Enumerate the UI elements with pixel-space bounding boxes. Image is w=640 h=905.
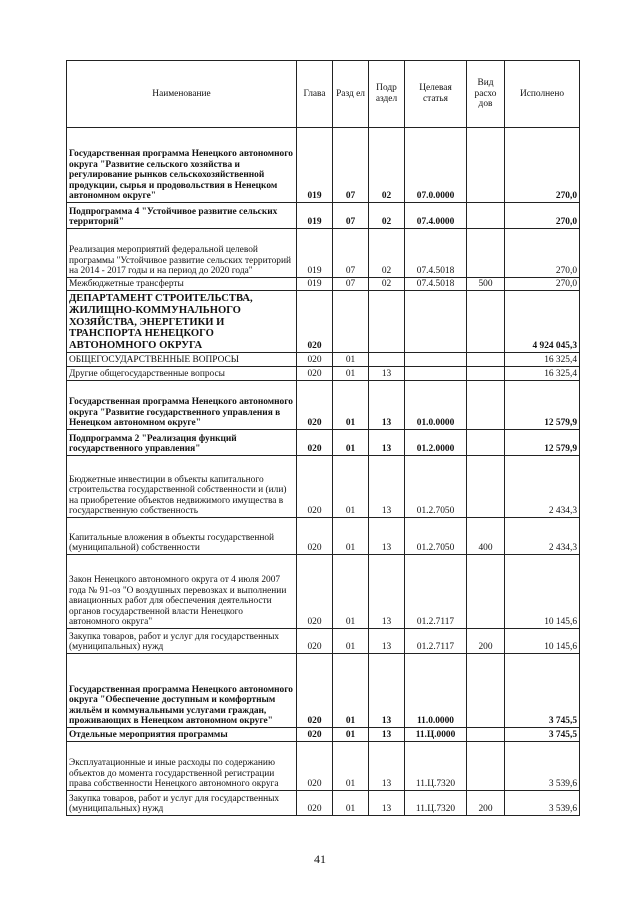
row-target: 07.0.0000 bbox=[405, 128, 467, 203]
row-vid bbox=[467, 728, 505, 742]
row-vid bbox=[467, 128, 505, 203]
row-razdel: 01 bbox=[333, 518, 369, 555]
row-glava: 020 bbox=[297, 629, 333, 654]
table-row bbox=[67, 791, 580, 816]
table-row bbox=[67, 456, 580, 518]
row-target: 07.4.5018 bbox=[405, 278, 467, 291]
row-glava: 020 bbox=[297, 518, 333, 555]
page-number: 41 bbox=[314, 852, 326, 866]
row-vid bbox=[467, 291, 505, 353]
row-target bbox=[405, 353, 467, 367]
row-podrazdel: 13 bbox=[369, 518, 405, 555]
row-vid: 400 bbox=[467, 518, 505, 555]
row-podrazdel: 02 bbox=[369, 203, 405, 229]
header-vid: Вид расхо дов bbox=[467, 61, 505, 128]
header-razdel: Разд ел bbox=[333, 61, 369, 128]
row-razdel: 01 bbox=[333, 728, 369, 742]
row-vid: 200 bbox=[467, 791, 505, 816]
table-row bbox=[67, 629, 580, 654]
row-razdel: 07 bbox=[333, 229, 369, 278]
row-amount: 3 539,6 bbox=[505, 791, 580, 816]
row-amount: 270,0 bbox=[505, 203, 580, 229]
row-name: Эксплуатационные и иные расходы по содержанию объектов до момента государственной регистрации права собственности Ненецкого автономного округа bbox=[67, 742, 297, 791]
row-amount: 270,0 bbox=[505, 278, 580, 291]
row-amount: 10 145,6 bbox=[505, 629, 580, 654]
row-amount: 3 745,5 bbox=[505, 654, 580, 728]
row-glava: 020 bbox=[297, 367, 333, 381]
row-vid: 200 bbox=[467, 629, 505, 654]
row-podrazdel bbox=[369, 353, 405, 367]
row-target bbox=[405, 367, 467, 381]
row-amount: 12 579,9 bbox=[505, 430, 580, 456]
header-done: Исполнено bbox=[505, 61, 580, 128]
table-row bbox=[67, 128, 580, 203]
row-glava: 020 bbox=[297, 456, 333, 518]
row-target: 07.4.0000 bbox=[405, 203, 467, 229]
row-podrazdel: 13 bbox=[369, 555, 405, 629]
row-glava: 020 bbox=[297, 728, 333, 742]
row-name: Капитальные вложения в объекты государственной (муниципальной) собственности bbox=[67, 518, 297, 555]
row-razdel: 07 bbox=[333, 278, 369, 291]
row-vid bbox=[467, 203, 505, 229]
header-glava: Глава bbox=[297, 61, 333, 128]
row-target: 01.2.7117 bbox=[405, 629, 467, 654]
row-podrazdel bbox=[369, 291, 405, 353]
table-row bbox=[67, 203, 580, 229]
row-name: Государственная программа Ненецкого автономного округа "Развитие сельского хозяйства и регулирование рынков сельскохозяйственной продукции, сырья и продовольствия в Ненецком автономном округе" bbox=[67, 128, 297, 203]
row-target: 01.2.7050 bbox=[405, 456, 467, 518]
row-target: 01.0.0000 bbox=[405, 381, 467, 430]
table-row bbox=[67, 381, 580, 430]
row-glava: 019 bbox=[297, 203, 333, 229]
row-glava: 020 bbox=[297, 291, 333, 353]
row-name: Закупка товаров, работ и услуг для государственных (муниципальных) нужд bbox=[67, 629, 297, 654]
row-glava: 020 bbox=[297, 742, 333, 791]
row-podrazdel: 13 bbox=[369, 430, 405, 456]
row-razdel: 01 bbox=[333, 555, 369, 629]
row-glava: 020 bbox=[297, 430, 333, 456]
table-row bbox=[67, 555, 580, 629]
row-vid bbox=[467, 353, 505, 367]
row-target: 01.2.7050 bbox=[405, 518, 467, 555]
row-glava: 019 bbox=[297, 128, 333, 203]
row-amount: 3 539,6 bbox=[505, 742, 580, 791]
row-razdel: 01 bbox=[333, 791, 369, 816]
row-amount: 270,0 bbox=[505, 229, 580, 278]
row-razdel: 01 bbox=[333, 381, 369, 430]
table-row bbox=[67, 229, 580, 278]
row-name: Межбюджетные трансферты bbox=[67, 278, 297, 291]
row-target: 11.Ц.7320 bbox=[405, 742, 467, 791]
table-row bbox=[67, 518, 580, 555]
row-vid: 500 bbox=[467, 278, 505, 291]
header-podrazdel: Подр аздел bbox=[369, 61, 405, 128]
row-podrazdel: 13 bbox=[369, 654, 405, 728]
row-amount: 12 579,9 bbox=[505, 381, 580, 430]
row-glava: 019 bbox=[297, 278, 333, 291]
table-row bbox=[67, 728, 580, 742]
row-name: Закупка товаров, работ и услуг для государственных (муниципальных) нужд bbox=[67, 791, 297, 816]
row-razdel: 01 bbox=[333, 654, 369, 728]
row-name: Подпрограмма 2 "Реализация функций государственного управления" bbox=[67, 430, 297, 456]
row-podrazdel: 13 bbox=[369, 742, 405, 791]
row-razdel: 01 bbox=[333, 353, 369, 367]
row-vid bbox=[467, 456, 505, 518]
row-podrazdel: 13 bbox=[369, 728, 405, 742]
row-razdel: 01 bbox=[333, 629, 369, 654]
row-glava: 019 bbox=[297, 229, 333, 278]
row-podrazdel: 13 bbox=[369, 791, 405, 816]
row-podrazdel: 02 bbox=[369, 278, 405, 291]
row-name: Бюджетные инвестиции в объекты капитального строительства государственной собственности и (или) на приобретение объектов недвижимого имущества в государственную собственность bbox=[67, 456, 297, 518]
table-row bbox=[67, 291, 580, 353]
row-name: ОБЩЕГОСУДАРСТВЕННЫЕ ВОПРОСЫ bbox=[67, 353, 297, 367]
row-razdel: 07 bbox=[333, 203, 369, 229]
row-vid bbox=[467, 430, 505, 456]
row-podrazdel: 02 bbox=[369, 128, 405, 203]
row-razdel: 01 bbox=[333, 456, 369, 518]
table-row bbox=[67, 353, 580, 367]
row-target: 11.Ц.7320 bbox=[405, 791, 467, 816]
row-name: ДЕПАРТАМЕНТ СТРОИТЕЛЬСТВА, ЖИЛИЩНО-КОММУНАЛЬНОГО ХОЗЯЙСТВА, ЭНЕРГЕТИКИ И ТРАНСПОРТА НЕНЕЦКОГО АВТОНОМНОГО ОКРУГА bbox=[67, 291, 297, 353]
row-razdel: 07 bbox=[333, 128, 369, 203]
row-target: 11.0.0000 bbox=[405, 654, 467, 728]
row-vid bbox=[467, 381, 505, 430]
row-vid bbox=[467, 742, 505, 791]
row-glava: 020 bbox=[297, 555, 333, 629]
table-row bbox=[67, 654, 580, 728]
table-header-row bbox=[67, 61, 580, 128]
row-podrazdel: 13 bbox=[369, 367, 405, 381]
row-name: Отдельные мероприятия программы bbox=[67, 728, 297, 742]
row-vid bbox=[467, 229, 505, 278]
row-target: 01.2.7117 bbox=[405, 555, 467, 629]
header-name: Наименование bbox=[67, 61, 297, 128]
row-glava: 020 bbox=[297, 381, 333, 430]
row-glava: 020 bbox=[297, 654, 333, 728]
row-amount: 270,0 bbox=[505, 128, 580, 203]
row-razdel: 01 bbox=[333, 430, 369, 456]
row-amount: 10 145,6 bbox=[505, 555, 580, 629]
row-amount: 3 745,5 bbox=[505, 728, 580, 742]
header-target: Целевая статья bbox=[405, 61, 467, 128]
row-name: Государственная программа Ненецкого автономного округа "Развитие государственного управления в Ненецком автономном округе" bbox=[67, 381, 297, 430]
row-target: 11.Ц.0000 bbox=[405, 728, 467, 742]
table-row bbox=[67, 278, 580, 291]
row-vid bbox=[467, 367, 505, 381]
row-razdel: 01 bbox=[333, 742, 369, 791]
row-target: 07.4.5018 bbox=[405, 229, 467, 278]
row-name: Реализация мероприятий федеральной целевой программы "Устойчивое развитие сельских территорий на 2014 - 2017 годы и на период до 2020 года" bbox=[67, 229, 297, 278]
row-name: Подпрограмма 4 "Устойчивое развитие сельских территорий" bbox=[67, 203, 297, 229]
row-target bbox=[405, 291, 467, 353]
row-name: Государственная программа Ненецкого автономного округа "Обеспечение доступным и комфортным жильём и коммунальными услугами граждан, проживающих в Ненецком автономном округе" bbox=[67, 654, 297, 728]
row-razdel bbox=[333, 291, 369, 353]
table-row bbox=[67, 367, 580, 381]
row-amount: 2 434,3 bbox=[505, 518, 580, 555]
row-target: 01.2.0000 bbox=[405, 430, 467, 456]
row-name: Закон Ненецкого автономного округа от 4 июля 2007 года № 91-оз "О воздушных перевозках и выполнении авиационных работ для обеспечения деятельности органов государственной власти Ненецкого автономного округа" bbox=[67, 555, 297, 629]
row-glava: 020 bbox=[297, 791, 333, 816]
table-row bbox=[67, 430, 580, 456]
row-podrazdel: 13 bbox=[369, 629, 405, 654]
budget-table bbox=[66, 60, 580, 816]
row-podrazdel: 13 bbox=[369, 456, 405, 518]
row-vid bbox=[467, 654, 505, 728]
row-podrazdel: 02 bbox=[369, 229, 405, 278]
row-razdel: 01 bbox=[333, 367, 369, 381]
row-amount: 2 434,3 bbox=[505, 456, 580, 518]
table-row bbox=[67, 742, 580, 791]
row-amount: 16 325,4 bbox=[505, 353, 580, 367]
row-podrazdel: 13 bbox=[369, 381, 405, 430]
row-glava: 020 bbox=[297, 353, 333, 367]
row-vid bbox=[467, 555, 505, 629]
row-name: Другие общегосударственные вопросы bbox=[67, 367, 297, 381]
row-amount: 16 325,4 bbox=[505, 367, 580, 381]
row-amount: 4 924 045,3 bbox=[505, 291, 580, 353]
